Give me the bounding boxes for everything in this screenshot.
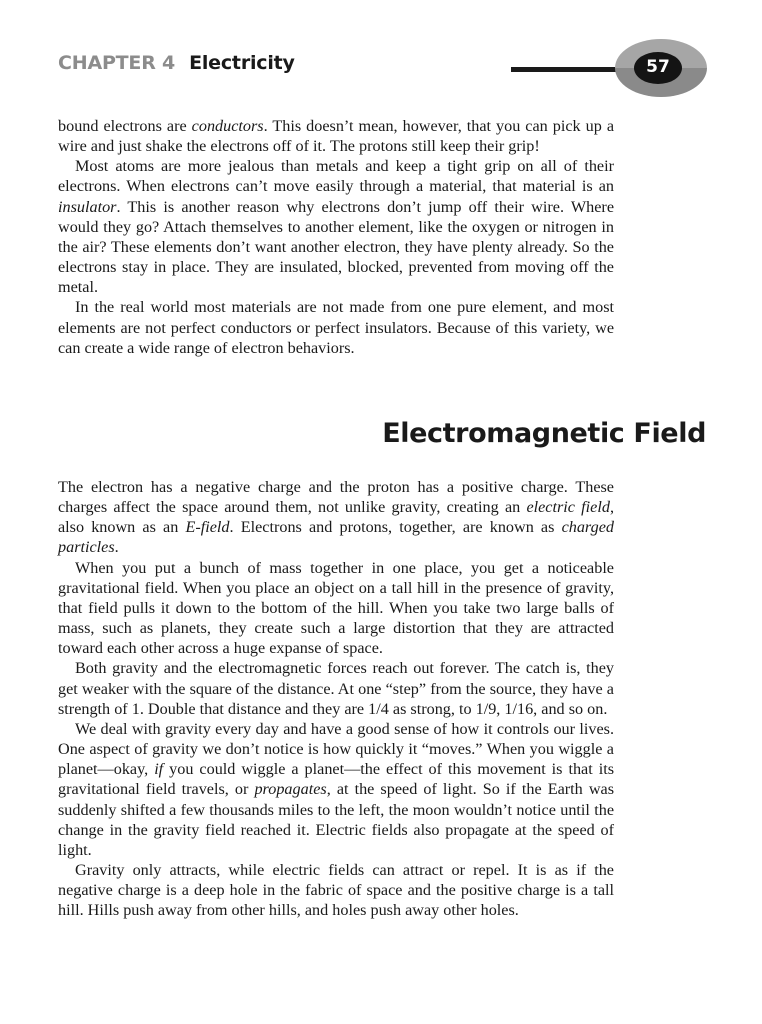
section-paragraph-5 — [58, 860, 614, 920]
section-paragraph-2 — [58, 558, 614, 659]
section-paragraph-3 — [58, 658, 614, 718]
intro-paragraph-2 — [58, 156, 614, 297]
section-heading: Electromagnetic Field — [382, 418, 706, 449]
intro-paragraph-3 — [58, 297, 614, 357]
section-paragraph-1 — [58, 477, 614, 558]
text-run: We deal with gravity every day and have a good sense of how it controls our lives. One aspect of gravity we don’t notice is how quickly it “moves.” When you wiggle a planet—okay, — [58, 719, 614, 779]
running-header — [58, 52, 295, 74]
emphasized-term: conductors — [191, 117, 264, 135]
section-paragraph-4 — [58, 719, 614, 860]
text-run: Most atoms are more jealous than metals and keep a tight grip on all of their electrons. When electrons can’t move easily through a material, that material is an — [58, 157, 614, 196]
emphasized-term: electric field — [526, 498, 610, 517]
emphasized-term: E-field — [185, 518, 230, 537]
text-run: Gravity only attracts, while electric fields can attract or repel. It is as if the negative charge is a deep hole in the fabric of space and the positive charge is a tall hill. Hills push away from other hills, and holes push away other holes. — [58, 860, 614, 920]
text-run: . This doesn’t mean, however, that you can pick up a wire and just shake the electrons off of it. The protons still keep their grip! — [58, 117, 615, 156]
text-run: , also known as an — [58, 498, 614, 537]
intro-paragraph-1 — [58, 116, 614, 156]
page-number: 57 — [646, 57, 670, 77]
text-run: . — [114, 538, 119, 557]
section-text-block — [58, 477, 614, 920]
emphasized-term: insulator — [58, 197, 117, 216]
text-run: When you put a bunch of mass together in one place, you get a noticeable gravitational field. When you place an object on a tall hill in the presence of gravity, that field pulls it down to the bottom of the hill. When you take two large balls of mass, such as planets, they create such a large distortion that they are attracted toward each other across a huge expanse of space. — [58, 558, 614, 658]
text-run: In the real world most materials are not made from one pure element, and most elements are not perfect conductors or perfect insulators. Because of this variety, we can create a wide range of electron behaviors. — [58, 298, 614, 357]
text-run: The electron has a negative charge and the proton has a positive charge. These charges affect the space around them, not unlike gravity, creating an — [58, 478, 614, 517]
text-run: bound electrons are — [58, 117, 192, 135]
text-run: , at the speed of light. So if the Earth was suddenly shifted a few thousands miles to the left, the moon wouldn’t notice until the change in the gravity field reached it. Electric fields also propagate at the speed of light. — [58, 780, 615, 859]
text-run: . Electrons and protons, together, are known as — [229, 518, 562, 537]
text-run: Both gravity and the electromagnetic forces reach out forever. The catch is, they get weaker with the square of the distance. At one “step” from the source, they have a strength of 1. Double that distance and they are 1/4 as strong, to 1/9, 1/16, and so on. — [58, 659, 614, 718]
chapter-title: Electricity — [189, 52, 295, 74]
emphasized-term: if — [154, 760, 164, 779]
text-run: you could wiggle a planet—the effect of this movement is that its gravitational field travels, or — [58, 760, 614, 799]
intro-text-block — [58, 116, 614, 358]
text-run: . This is another reason why electrons don’t jump off their wire. Where would they go? Attach themselves to another element, like the oxygen or nitrogen in the air? These elements don’t want another electron, they have plenty already. So the electrons stay in place. They are insulated, blocked, prevented from moving off the metal. — [58, 197, 614, 297]
emphasized-term: charged particles — [58, 518, 615, 557]
emphasized-term: propagates — [254, 780, 327, 799]
chapter-label: CHAPTER 4 — [58, 52, 176, 74]
header-rule — [511, 67, 629, 72]
